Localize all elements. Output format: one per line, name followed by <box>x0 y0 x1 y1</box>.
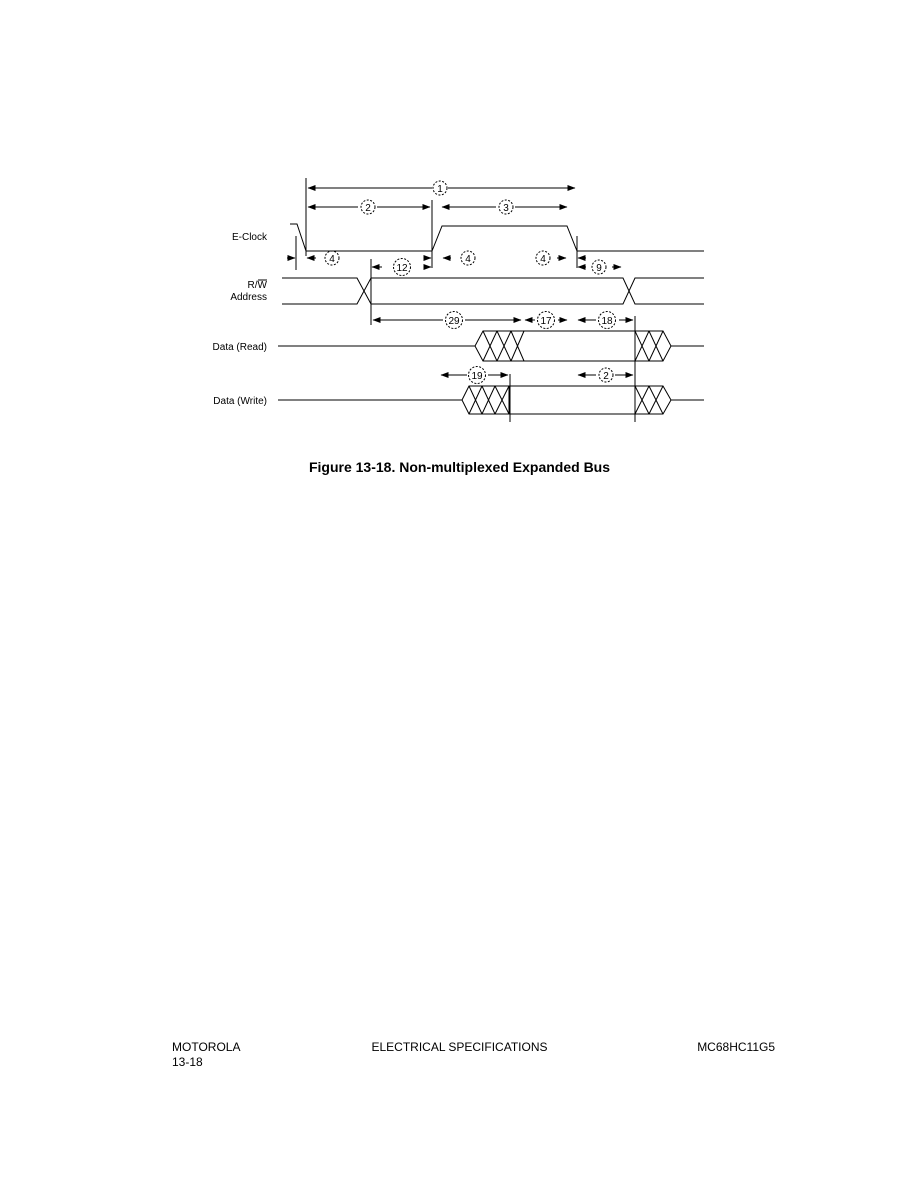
timing-number: 9 <box>596 263 602 274</box>
footer-section-title: ELECTRICAL SPECIFICATIONS <box>371 1040 548 1054</box>
footer-page-number: 13-18 <box>172 1055 203 1069</box>
timing-number: 29 <box>448 316 460 327</box>
timing-number: 3 <box>503 203 509 214</box>
timing-diagram <box>0 0 919 460</box>
eclock-waveform <box>290 224 704 251</box>
rw-label: R/W <box>247 280 267 291</box>
timing-number: 18 <box>601 316 613 327</box>
timing-number: 17 <box>540 316 552 327</box>
timing-number: 12 <box>396 263 408 274</box>
timing-number: 4 <box>540 254 546 265</box>
footer-brand: MOTOROLA <box>172 1040 241 1054</box>
data-read-label: Data (Read) <box>212 342 267 353</box>
data-read-bus <box>278 331 704 361</box>
data-write-bus <box>278 386 704 414</box>
address-label: Address <box>230 292 267 303</box>
eclock-label: E-Clock <box>231 232 267 243</box>
timing-number: 2 <box>365 203 371 214</box>
timing-number: 1 <box>437 184 443 195</box>
timing-number: 19 <box>471 371 483 382</box>
footer-device-name: MC68HC11G5 <box>697 1040 775 1054</box>
data-write-label: Data (Write) <box>213 396 267 407</box>
timing-number: 4 <box>465 254 471 265</box>
timing-number: 2 <box>603 371 609 382</box>
figure-caption: Figure 13-18. Non-multiplexed Expanded Bus <box>308 459 611 475</box>
timing-number: 4 <box>329 254 335 265</box>
timing-arrows <box>287 188 633 375</box>
rw-address-bus <box>282 278 704 304</box>
